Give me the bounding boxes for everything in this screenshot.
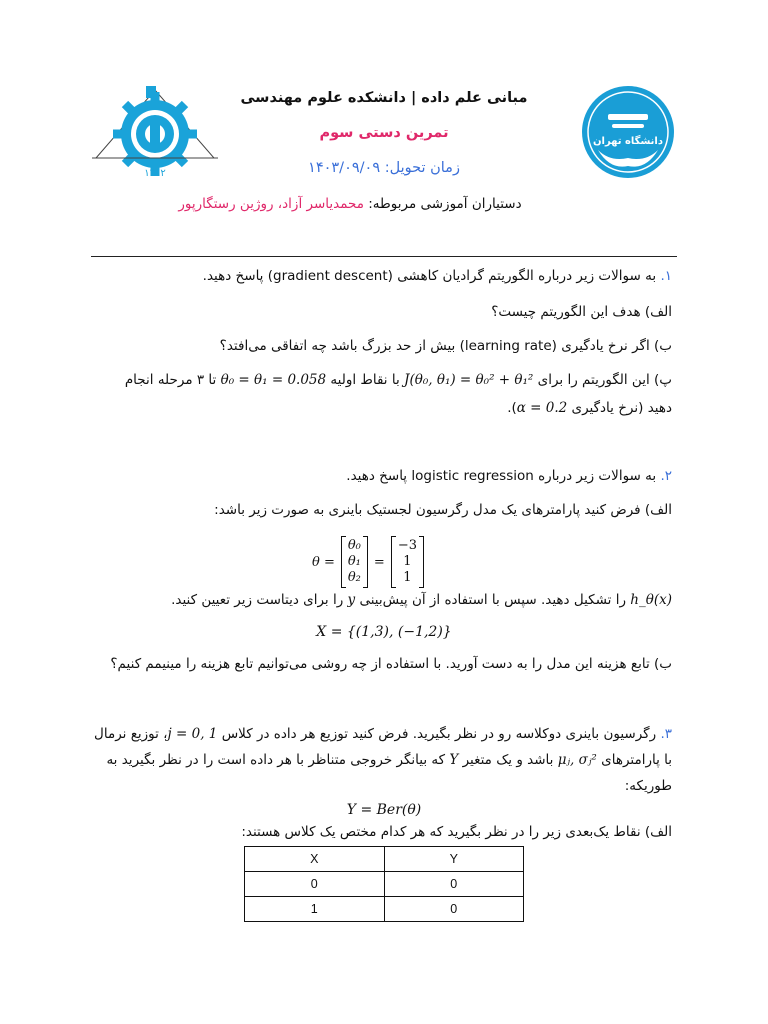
q1-intro bbox=[203, 268, 672, 284]
theta-2: θ₂ bbox=[347, 570, 361, 585]
equals-sign: = bbox=[373, 554, 385, 570]
q3-y-var: Y bbox=[449, 752, 459, 768]
q3-class-index: j = 0, 1 bbox=[167, 726, 218, 742]
theta-lhs: θ = bbox=[312, 554, 335, 570]
q1-c2-text-1: دهید (نرخ یادگیری bbox=[571, 400, 672, 416]
university-seal-logo-icon bbox=[580, 84, 676, 180]
q2-y-var: y bbox=[347, 592, 356, 608]
q2-part-a: الف) فرض کنید پارامترهای یک مدل رگرسیون لجستیک باینری به صورت زیر باشد: bbox=[214, 502, 672, 518]
q3-part-a: الف) نقاط یک‌بعدی زیر را در نظر بگیرید که هر کدام مختص یک کلاس هستند: bbox=[241, 824, 672, 840]
table-cell: 0 bbox=[384, 897, 524, 922]
q3-number: ۳. bbox=[660, 726, 672, 742]
q2-intro bbox=[346, 468, 672, 484]
table-row bbox=[245, 872, 524, 897]
q3-data-table bbox=[244, 846, 524, 922]
theta-val-2: 1 bbox=[403, 570, 412, 585]
q2-a2-text-2: را برای دیتاست زیر تعیین کنید. bbox=[171, 592, 344, 608]
theta-equation bbox=[312, 536, 424, 588]
q1-part-c-line2 bbox=[507, 400, 672, 416]
table-header-y: Y bbox=[384, 847, 524, 872]
q2-part-b: ب) تابع هزینه این مدل را به دست آورید. با استفاده از چه روشی می‌توانیم تابع هزینه را مینیمم کنیم؟ bbox=[110, 656, 672, 672]
theta-0: θ₀ bbox=[347, 538, 361, 553]
q3-l2-text-3: که بیانگر خروجی متناظر با هر داده است را در نظر بگیرید به bbox=[106, 752, 446, 768]
q1-part-a: الف) هدف این الگوریتم چیست؟ bbox=[491, 304, 672, 320]
table-header-row bbox=[245, 847, 524, 872]
q2-dataset: X = {(1,3), (−1,2)} bbox=[316, 624, 452, 640]
q2-intro-text: به سوالات زیر درباره logistic regression پاسخ دهید. bbox=[346, 468, 657, 484]
q2-hypothesis: h_θ(x) bbox=[630, 592, 672, 608]
q1-c-text-2: با نقاط اولیه bbox=[330, 372, 400, 388]
q1-learning-rate: α = 0.2 bbox=[516, 400, 568, 416]
ta-names: محمدیاسر آزاد، روژین رستگارپور bbox=[178, 196, 364, 212]
q2-number: ۲. bbox=[660, 468, 672, 484]
q3-params: μⱼ, σⱼ² bbox=[557, 752, 597, 768]
q1-c2-text-2: ). bbox=[507, 400, 517, 416]
q1-initial-values: θ₀ = θ₁ = 0.058 bbox=[220, 372, 327, 388]
q3-l1-text-1: رگرسیون باینری دوکلاسه رو در نظر بگیرید. فرض کنید توزیع هر داده در کلاس bbox=[221, 726, 657, 742]
table-header-x: X bbox=[245, 847, 385, 872]
course-title: مبانی علم داده | دانشکده علوم مهندسی bbox=[240, 90, 528, 106]
theta-vector bbox=[341, 536, 368, 588]
logo-year-text: ۱۳۰۲ bbox=[144, 168, 166, 179]
q1-cost-function: J(θ₀, θ₁) = θ₀² + θ₁² bbox=[404, 372, 534, 388]
header-divider bbox=[91, 256, 677, 257]
q3-line2 bbox=[106, 752, 672, 768]
q1-part-b: ب) اگر نرخ یادگیری (learning rate) بیش از حد بزرگ باشد چه اتفاقی می‌افتد؟ bbox=[219, 338, 672, 354]
theta-val-0: −3 bbox=[397, 538, 417, 553]
table-cell: 0 bbox=[245, 872, 385, 897]
q3-l1-text-2: ، توزیع نرمال bbox=[94, 726, 168, 742]
q3-l2-text-2: باشد و یک متغیر bbox=[462, 752, 554, 768]
ta-label: دستیاران آموزشی مربوطه: bbox=[363, 196, 522, 212]
teaching-assistants bbox=[150, 196, 550, 212]
theta-values bbox=[391, 536, 424, 588]
theta-val-1: 1 bbox=[403, 554, 412, 569]
table-cell: 1 bbox=[245, 897, 385, 922]
table-cell: 0 bbox=[384, 872, 524, 897]
q3-line3: طوریکه: bbox=[624, 778, 672, 794]
q2-part-a-line2 bbox=[171, 592, 672, 608]
table-row bbox=[245, 897, 524, 922]
q3-line1 bbox=[94, 726, 672, 742]
theta-1: θ₁ bbox=[347, 554, 361, 569]
q1-intro-text: به سوالات زیر درباره الگوریتم گرادیان کاهشی (gradient descent) پاسخ دهید. bbox=[202, 268, 657, 284]
q1-c-text-3: تا ۳ مرحله انجام bbox=[124, 372, 217, 388]
q3-l2-text-1: با پارامترهای bbox=[601, 752, 672, 768]
assignment-title: تمرین دستی سوم bbox=[319, 125, 449, 141]
due-date: زمان تحویل: ۱۴۰۳/۰۹/۰۹ bbox=[308, 160, 460, 176]
seal-text: دانشگاه تهران bbox=[593, 136, 663, 147]
q2-a2-text-1: را تشکیل دهید. سپس با استفاده از آن پیش‌بینی bbox=[359, 592, 626, 608]
q3-formula: Y = Ber(θ) bbox=[346, 802, 422, 818]
q1-number: ۱. bbox=[660, 268, 672, 284]
q1-part-c bbox=[125, 372, 672, 388]
q1-c-text-1: پ) این الگوریتم را برای bbox=[537, 372, 672, 388]
